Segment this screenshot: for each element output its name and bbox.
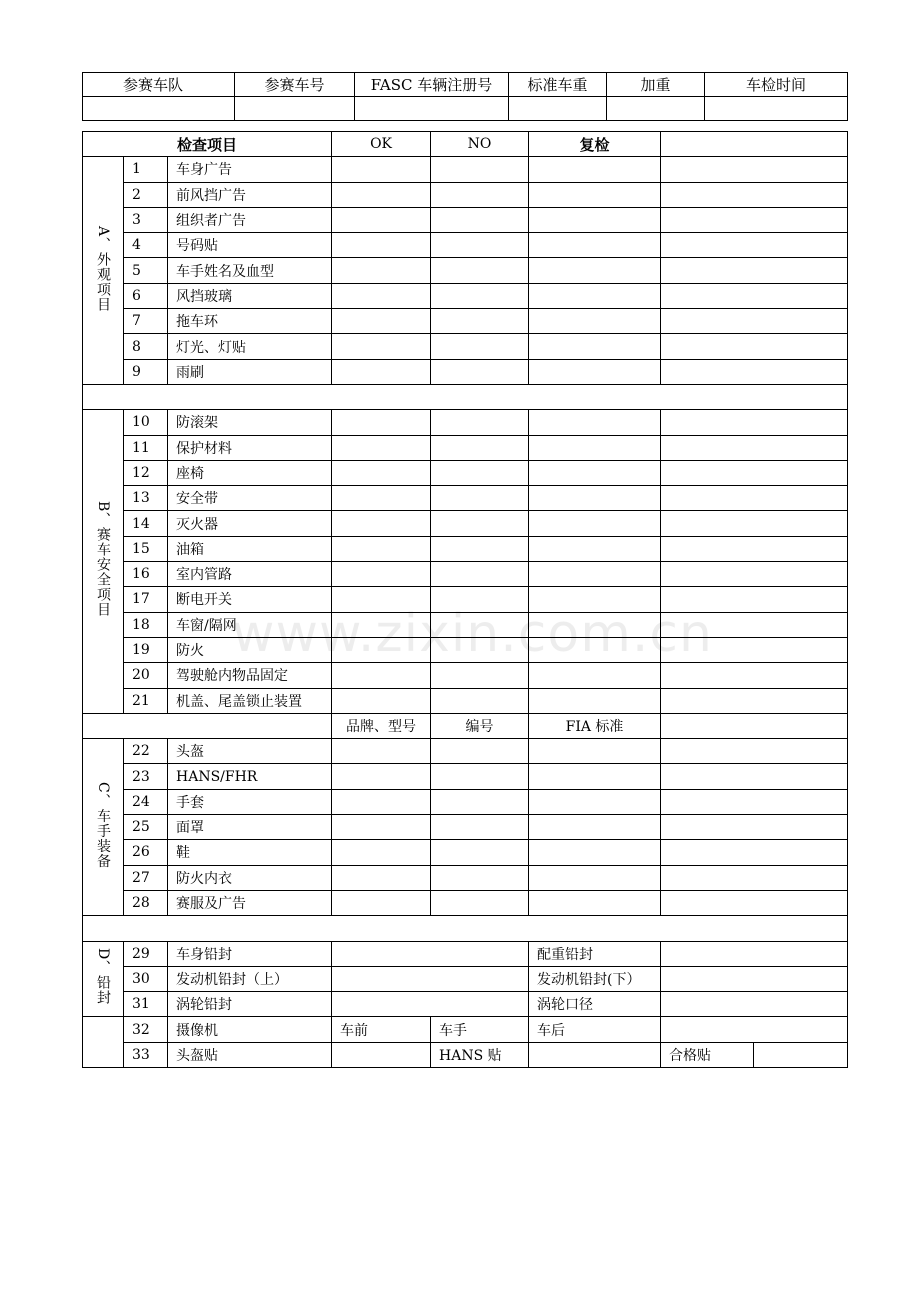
seal-value-cell[interactable] (332, 966, 529, 991)
remarks-cell[interactable] (661, 587, 848, 612)
camera-rear-label: 车后 (529, 1017, 661, 1042)
team-value[interactable] (83, 97, 235, 121)
recheck-cell[interactable] (529, 789, 661, 814)
remarks-cell[interactable] (661, 815, 848, 840)
item-row-24 (83, 789, 848, 814)
remarks-cell[interactable] (661, 511, 848, 536)
car-number-label: 参赛车号 (235, 73, 355, 97)
no-cell[interactable] (431, 511, 529, 536)
section-c (83, 739, 848, 941)
item-number: 4 (124, 233, 168, 258)
item-row-12 (83, 460, 848, 485)
item-row-31 (83, 992, 848, 1017)
ok-cell[interactable] (332, 840, 431, 865)
ok-cell[interactable] (332, 789, 431, 814)
remarks-cell[interactable] (661, 233, 848, 258)
item-number: 11 (124, 435, 168, 460)
column-header-row (83, 132, 848, 157)
remarks-cell[interactable] (661, 865, 848, 890)
ok-cell[interactable] (332, 309, 431, 334)
seal-value-cell[interactable] (332, 992, 529, 1017)
no-cell[interactable] (431, 562, 529, 587)
column-no: NO (431, 132, 529, 157)
item-row-17 (83, 587, 848, 612)
section-b-title-cell (83, 410, 124, 714)
seal-right-value-cell[interactable] (661, 992, 848, 1017)
ok-cell[interactable] (332, 536, 431, 561)
recheck-cell[interactable] (529, 688, 661, 713)
item-row-16 (83, 562, 848, 587)
no-cell[interactable] (431, 182, 529, 207)
ok-cell[interactable] (332, 207, 431, 232)
item-number: 2 (124, 182, 168, 207)
no-cell[interactable] (431, 637, 529, 662)
item-name: 防滚架 (168, 410, 332, 435)
remarks-cell[interactable] (661, 334, 848, 359)
item-row-18 (83, 612, 848, 637)
item-row-2 (83, 182, 848, 207)
ok-cell[interactable] (332, 637, 431, 662)
no-cell[interactable] (431, 157, 529, 182)
remarks-cell[interactable] (661, 283, 848, 308)
item-row-23 (83, 764, 848, 789)
ok-cell[interactable] (332, 410, 431, 435)
item-number: 27 (124, 865, 168, 890)
no-cell[interactable] (431, 435, 529, 460)
ok-cell[interactable] (332, 359, 431, 384)
item-name: 驾驶舱内物品固定 (168, 663, 332, 688)
seal-right-value-cell[interactable] (661, 966, 848, 991)
ok-cell[interactable] (332, 283, 431, 308)
ok-cell[interactable] (332, 486, 431, 511)
remarks-cell[interactable] (661, 435, 848, 460)
recheck-cell[interactable] (529, 865, 661, 890)
remarks-cell[interactable] (661, 182, 848, 207)
item-row-28 (83, 890, 848, 915)
ok-cell[interactable] (332, 435, 431, 460)
header-value-row (83, 97, 848, 121)
item-name: 防火内衣 (168, 865, 332, 890)
item-number: 22 (124, 739, 168, 764)
recheck-cell[interactable] (529, 283, 661, 308)
section-a-title: A、外观项目 (95, 225, 111, 312)
no-cell[interactable] (431, 410, 529, 435)
header-label-row (83, 73, 848, 97)
no-cell[interactable] (431, 207, 529, 232)
item-number: 32 (124, 1017, 168, 1042)
no-cell[interactable] (431, 536, 529, 561)
section-a (83, 157, 848, 410)
remarks-cell[interactable] (661, 637, 848, 662)
remarks-cell[interactable] (661, 663, 848, 688)
item-name: 断电开关 (168, 587, 332, 612)
no-cell[interactable] (431, 890, 529, 915)
remarks-cell[interactable] (661, 536, 848, 561)
section-b-title: B、赛车安全项目 (95, 501, 111, 618)
item-number: 30 (124, 966, 168, 991)
recheck-cell[interactable] (529, 764, 661, 789)
item-number: 16 (124, 562, 168, 587)
item-number: 25 (124, 815, 168, 840)
item-row-9 (83, 359, 848, 384)
item-row-15 (83, 536, 848, 561)
remarks-cell[interactable] (661, 258, 848, 283)
item-name: 室内管路 (168, 562, 332, 587)
no-cell[interactable] (431, 612, 529, 637)
no-cell[interactable] (431, 258, 529, 283)
header-table (82, 72, 848, 121)
hans-sticker-value[interactable] (529, 1042, 661, 1067)
item-row-22 (83, 739, 848, 764)
remarks-cell[interactable] (661, 410, 848, 435)
no-cell[interactable] (431, 587, 529, 612)
team-label: 参赛车队 (83, 73, 235, 97)
hans-sticker-label: HANS 贴 (431, 1042, 529, 1067)
ok-cell[interactable] (332, 182, 431, 207)
ballast-label: 加重 (607, 73, 705, 97)
item-row-26 (83, 840, 848, 865)
item-row-13 (83, 486, 848, 511)
section-extra (83, 1017, 848, 1068)
seal-value-cell[interactable] (332, 941, 529, 966)
remarks-cell[interactable] (661, 789, 848, 814)
item-row-30 (83, 966, 848, 991)
column-remarks (661, 132, 848, 157)
item-name: 安全带 (168, 486, 332, 511)
recheck-cell[interactable] (529, 334, 661, 359)
watermark: www.zixin.com.cn (232, 604, 713, 664)
brand-model-label: 品牌、型号 (332, 713, 431, 738)
section-c-title-cell (83, 739, 124, 916)
item-number: 9 (124, 359, 168, 384)
no-cell[interactable] (431, 233, 529, 258)
camera-front-label: 车前 (332, 1017, 431, 1042)
seal-right-label: 配重铅封 (529, 941, 661, 966)
item-number: 13 (124, 486, 168, 511)
fasc-registration-value[interactable] (355, 97, 509, 121)
no-cell[interactable] (431, 865, 529, 890)
no-cell[interactable] (431, 789, 529, 814)
ok-cell[interactable] (332, 739, 431, 764)
item-name: 发动机铅封（上） (168, 966, 332, 991)
ok-cell[interactable] (332, 587, 431, 612)
item-number: 14 (124, 511, 168, 536)
item-row-25 (83, 815, 848, 840)
recheck-cell[interactable] (529, 233, 661, 258)
item-number: 31 (124, 992, 168, 1017)
standard-weight-label: 标准车重 (509, 73, 607, 97)
section-c-header-blank (83, 713, 332, 738)
recheck-cell[interactable] (529, 840, 661, 865)
no-cell[interactable] (431, 460, 529, 485)
column-recheck: 复检 (529, 132, 661, 157)
recheck-cell[interactable] (529, 739, 661, 764)
item-row-19 (83, 637, 848, 662)
camera-remarks-cell[interactable] (661, 1017, 848, 1042)
item-number: 18 (124, 612, 168, 637)
section-separator (83, 916, 848, 941)
serial-number-label: 编号 (431, 713, 529, 738)
item-name: 灭火器 (168, 511, 332, 536)
ok-cell[interactable] (332, 460, 431, 485)
item-number: 5 (124, 258, 168, 283)
remarks-cell[interactable] (661, 157, 848, 182)
item-name: 油箱 (168, 536, 332, 561)
recheck-cell[interactable] (529, 410, 661, 435)
no-cell[interactable] (431, 739, 529, 764)
remarks-cell[interactable] (661, 562, 848, 587)
fasc-registration-label: FASC 车辆注册号 (355, 73, 509, 97)
section-b (83, 410, 848, 714)
section-d-title: D、铅封 (95, 948, 111, 1006)
item-name: 前风挡广告 (168, 182, 332, 207)
recheck-cell[interactable] (529, 258, 661, 283)
recheck-cell[interactable] (529, 182, 661, 207)
item-row-6 (83, 283, 848, 308)
no-cell[interactable] (431, 309, 529, 334)
section-a-title-cell (83, 157, 124, 385)
item-number: 15 (124, 536, 168, 561)
item-number: 24 (124, 789, 168, 814)
recheck-cell[interactable] (529, 157, 661, 182)
item-number: 12 (124, 460, 168, 485)
remarks-cell[interactable] (661, 460, 848, 485)
recheck-cell[interactable] (529, 207, 661, 232)
inspection-table (82, 131, 848, 1068)
recheck-cell[interactable] (529, 359, 661, 384)
item-number: 20 (124, 663, 168, 688)
item-name: 车身铅封 (168, 941, 332, 966)
remarks-cell[interactable] (661, 890, 848, 915)
item-name: 拖车环 (168, 309, 332, 334)
item-name: 座椅 (168, 460, 332, 485)
remarks-cell[interactable] (661, 764, 848, 789)
ok-cell[interactable] (332, 612, 431, 637)
section-c-header-remarks (661, 713, 848, 738)
section-d-title-cell (83, 941, 124, 1017)
item-number: 19 (124, 637, 168, 662)
recheck-cell[interactable] (529, 460, 661, 485)
recheck-cell[interactable] (529, 309, 661, 334)
section-c-title: C、车手装备 (95, 781, 111, 869)
remarks-cell[interactable] (661, 309, 848, 334)
remarks-cell[interactable] (661, 612, 848, 637)
inspection-time-label: 车检时间 (705, 73, 848, 97)
no-cell[interactable] (431, 486, 529, 511)
no-cell[interactable] (431, 283, 529, 308)
item-name: 头盔贴 (168, 1042, 332, 1067)
inspection-time-value[interactable] (705, 97, 848, 121)
section-a-gap (83, 384, 848, 409)
ok-cell[interactable] (332, 865, 431, 890)
recheck-cell[interactable] (529, 663, 661, 688)
item-name: 机盖、尾盖锁止装置 (168, 688, 332, 713)
item-number: 1 (124, 157, 168, 182)
item-name: 面罩 (168, 815, 332, 840)
recheck-cell[interactable] (529, 815, 661, 840)
remarks-cell[interactable] (661, 840, 848, 865)
item-row-29 (83, 941, 848, 966)
item-name: 灯光、灯贴 (168, 334, 332, 359)
ok-cell[interactable] (332, 815, 431, 840)
item-number: 10 (124, 410, 168, 435)
no-cell[interactable] (431, 334, 529, 359)
remarks-cell[interactable] (661, 739, 848, 764)
item-name: 涡轮铅封 (168, 992, 332, 1017)
no-cell[interactable] (431, 359, 529, 384)
recheck-cell[interactable] (529, 536, 661, 561)
ok-cell[interactable] (332, 890, 431, 915)
item-number: 21 (124, 688, 168, 713)
recheck-cell[interactable] (529, 890, 661, 915)
ballast-value[interactable] (607, 97, 705, 121)
item-row-1 (83, 157, 848, 182)
item-name: 鞋 (168, 840, 332, 865)
section-c-header-row (83, 713, 848, 738)
no-cell[interactable] (431, 840, 529, 865)
item-row-14 (83, 511, 848, 536)
item-number: 3 (124, 207, 168, 232)
column-item: 检查项目 (83, 132, 332, 157)
recheck-cell[interactable] (529, 612, 661, 637)
item-name: 赛服及广告 (168, 890, 332, 915)
item-name: 车身广告 (168, 157, 332, 182)
item-row-3 (83, 207, 848, 232)
standard-weight-value[interactable] (509, 97, 607, 121)
recheck-cell[interactable] (529, 637, 661, 662)
item-name: HANS/FHR (168, 764, 332, 789)
item-number: 7 (124, 309, 168, 334)
item-number: 6 (124, 283, 168, 308)
item-number: 23 (124, 764, 168, 789)
item-row-21 (83, 688, 848, 713)
item-name: 车手姓名及血型 (168, 258, 332, 283)
seal-right-label: 涡轮口径 (529, 992, 661, 1017)
item-row-11 (83, 435, 848, 460)
remarks-cell[interactable] (661, 207, 848, 232)
no-cell[interactable] (431, 764, 529, 789)
item-row-4 (83, 233, 848, 258)
item-row-7 (83, 309, 848, 334)
section-c-gap (83, 916, 848, 941)
camera-driver-label: 车手 (431, 1017, 529, 1042)
recheck-cell[interactable] (529, 511, 661, 536)
item-name: 雨刷 (168, 359, 332, 384)
ok-cell[interactable] (332, 258, 431, 283)
item-number: 29 (124, 941, 168, 966)
item-number: 8 (124, 334, 168, 359)
seal-right-label: 发动机铅封(下） (529, 966, 661, 991)
remarks-cell[interactable] (661, 359, 848, 384)
ok-cell[interactable] (332, 334, 431, 359)
remarks-cell[interactable] (661, 688, 848, 713)
recheck-cell[interactable] (529, 486, 661, 511)
item-name: 组织者广告 (168, 207, 332, 232)
helmet-sticker-value[interactable] (332, 1042, 431, 1067)
item-name: 头盔 (168, 739, 332, 764)
item-name: 防火 (168, 637, 332, 662)
section-separator (83, 384, 848, 409)
column-ok: OK (332, 132, 431, 157)
recheck-cell[interactable] (529, 562, 661, 587)
item-row-10 (83, 410, 848, 435)
no-cell[interactable] (431, 688, 529, 713)
item-name: 风挡玻璃 (168, 283, 332, 308)
item-name: 保护材料 (168, 435, 332, 460)
extra-section-cell (83, 1017, 124, 1068)
item-name: 号码贴 (168, 233, 332, 258)
item-name: 手套 (168, 789, 332, 814)
seal-right-value-cell[interactable] (661, 941, 848, 966)
item-number: 17 (124, 587, 168, 612)
ok-cell[interactable] (332, 562, 431, 587)
item-name: 车窗/隔网 (168, 612, 332, 637)
item-row-27 (83, 865, 848, 890)
no-cell[interactable] (431, 663, 529, 688)
item-row-32 (83, 1017, 848, 1042)
pass-sticker-label: 合格贴 (661, 1042, 754, 1067)
ok-cell[interactable] (332, 764, 431, 789)
ok-cell[interactable] (332, 688, 431, 713)
fia-standard-label: FIA 标准 (529, 713, 661, 738)
item-name: 摄像机 (168, 1017, 332, 1042)
item-number: 33 (124, 1042, 168, 1067)
remarks-cell[interactable] (661, 486, 848, 511)
item-row-5 (83, 258, 848, 283)
ok-cell[interactable] (332, 157, 431, 182)
no-cell[interactable] (431, 815, 529, 840)
item-row-33 (83, 1042, 848, 1067)
ok-cell[interactable] (332, 663, 431, 688)
item-row-8 (83, 334, 848, 359)
car-number-value[interactable] (235, 97, 355, 121)
pass-sticker-value[interactable] (754, 1042, 848, 1067)
item-number: 26 (124, 840, 168, 865)
recheck-cell[interactable] (529, 435, 661, 460)
ok-cell[interactable] (332, 233, 431, 258)
item-row-20 (83, 663, 848, 688)
ok-cell[interactable] (332, 511, 431, 536)
item-number: 28 (124, 890, 168, 915)
recheck-cell[interactable] (529, 587, 661, 612)
section-d (83, 941, 848, 1017)
